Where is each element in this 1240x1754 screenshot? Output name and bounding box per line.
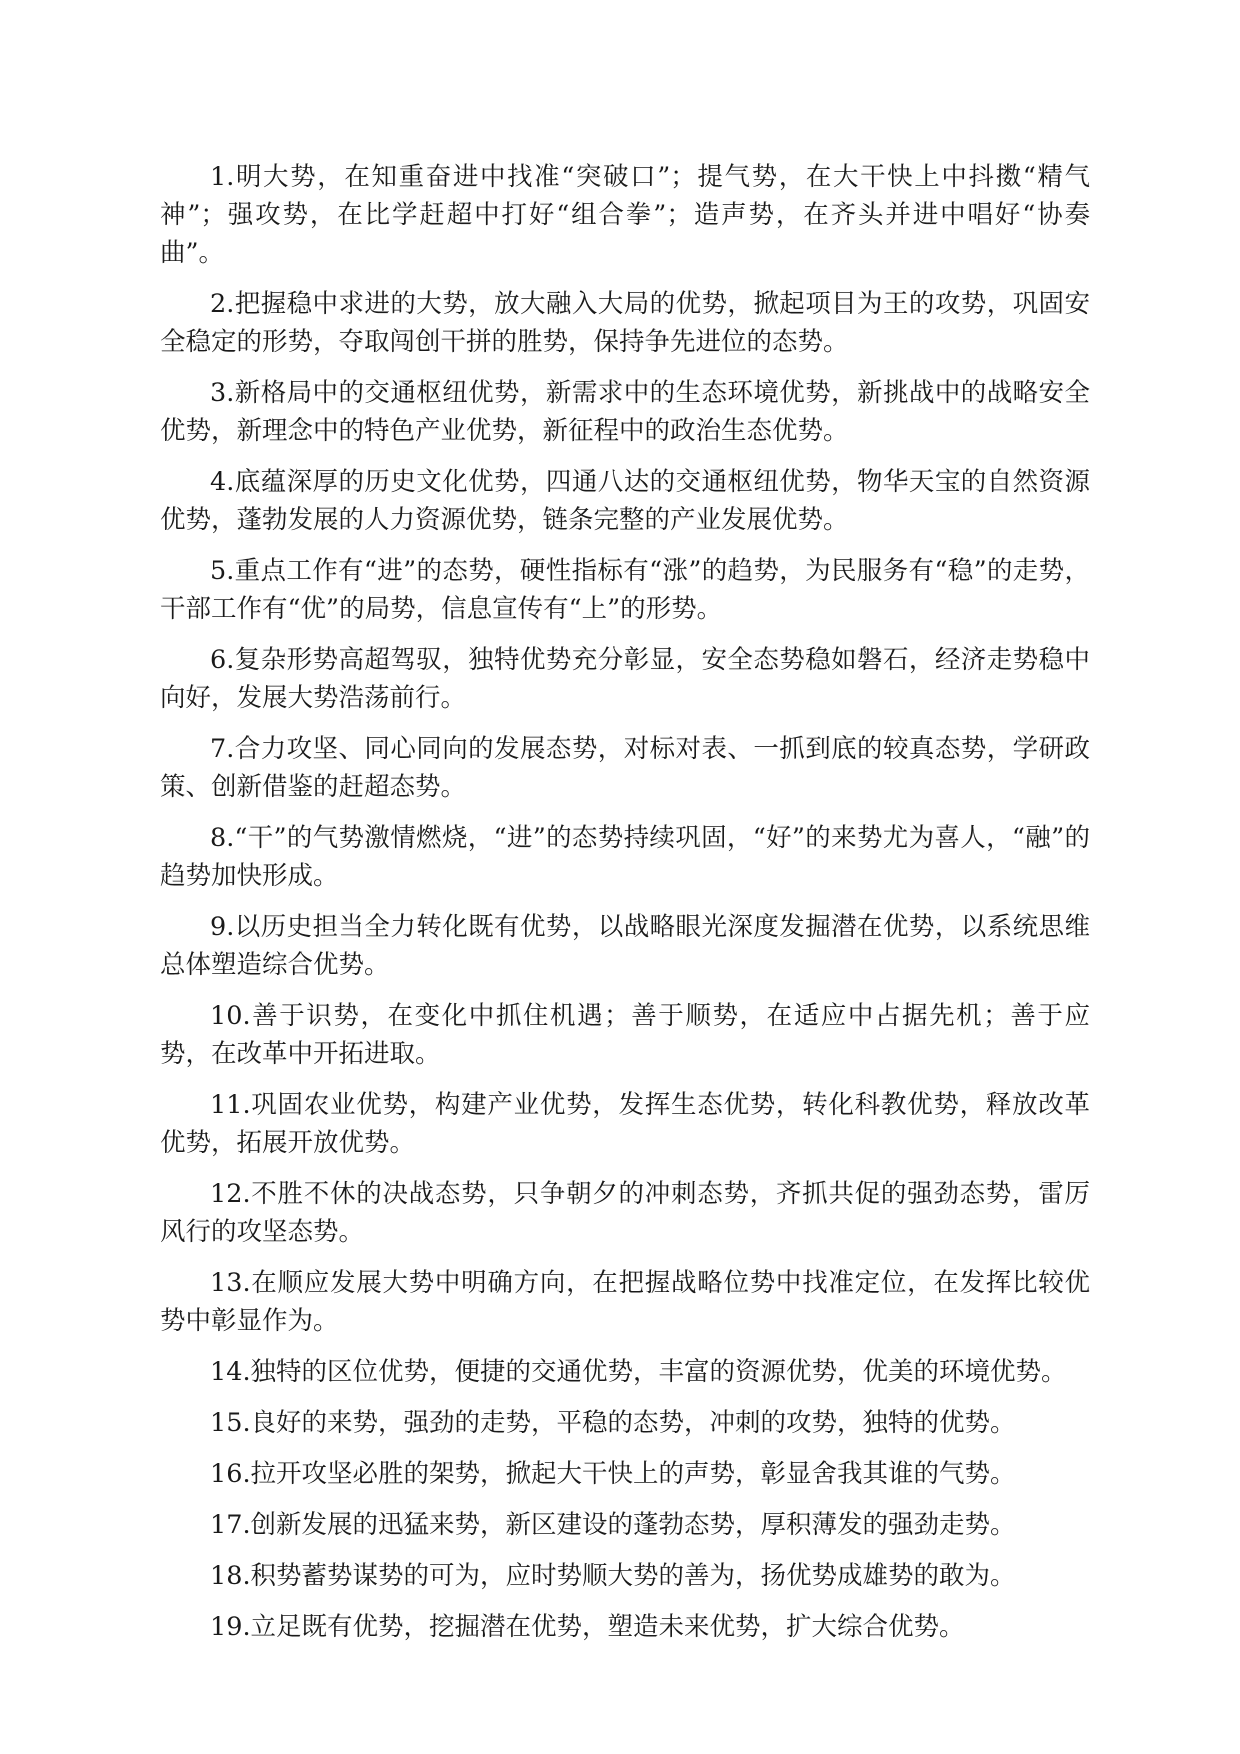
list-item: 15.良好的来势，强劲的走势，平稳的态势，冲刺的攻势，独特的优势。 <box>210 1408 1016 1438</box>
list-item: 17.创新发展的迅猛来势，新区建设的蓬勃态势，厚积薄发的强劲走势。 <box>210 1510 1016 1540</box>
list-item: 8.“干”的气势激情燃烧，“进”的态势持续巩固，“好”的来势尤为喜人，“融”的趋势加快形成。 <box>160 823 1090 891</box>
list-item: 16.拉开攻坚必胜的架势，掀起大干快上的声势，彰显舍我其谁的气势。 <box>210 1459 1016 1489</box>
list-item: 10.善于识势，在变化中抓住机遇；善于顺势，在适应中占据先机；善于应势，在改革中开拓进取。 <box>160 1001 1090 1069</box>
list-item: 14.独特的区位优势，便捷的交通优势，丰富的资源优势，优美的环境优势。 <box>210 1357 1067 1387</box>
list-item: 5.重点工作有“进”的态势，硬性指标有“涨”的趋势，为民服务有“稳”的走势，干部工作有“优”的局势，信息宣传有“上”的形势。 <box>160 556 1090 624</box>
document-body <box>160 158 1090 1659</box>
list-item: 18.积势蓄势谋势的可为，应时势顺大势的善为，扬优势成雄势的敢为。 <box>210 1561 1016 1591</box>
list-item: 13.在顺应发展大势中明确方向，在把握战略位势中找准定位，在发挥比较优势中彰显作为。 <box>160 1268 1090 1336</box>
list-item: 4.底蕴深厚的历史文化优势，四通八达的交通枢纽优势，物华天宝的自然资源优势，蓬勃发展的人力资源优势，链条完整的产业发展优势。 <box>160 467 1090 535</box>
list-item: 7.合力攻坚、同心同向的发展态势，对标对表、一抓到底的较真态势，学研政策、创新借鉴的赶超态势。 <box>160 734 1090 802</box>
list-item: 11.巩固农业优势，构建产业优势，发挥生态优势，转化科教优势，释放改革优势，拓展开放优势。 <box>160 1090 1090 1158</box>
list-item: 12.不胜不休的决战态势，只争朝夕的冲刺态势，齐抓共促的强劲态势，雷厉风行的攻坚态势。 <box>160 1179 1090 1247</box>
list-item: 6.复杂形势高超驾驭，独特优势充分彰显，安全态势稳如磐石，经济走势稳中向好，发展大势浩荡前行。 <box>160 645 1090 713</box>
list-item: 3.新格局中的交通枢纽优势，新需求中的生态环境优势，新挑战中的战略安全优势，新理念中的特色产业优势，新征程中的政治生态优势。 <box>160 378 1090 446</box>
list-item: 19.立足既有优势，挖掘潜在优势，塑造未来优势，扩大综合优势。 <box>210 1612 965 1642</box>
list-item: 2.把握稳中求进的大势，放大融入大局的优势，掀起项目为王的攻势，巩固安全稳定的形势，夺取闯创干拼的胜势，保持争先进位的态势。 <box>160 289 1090 357</box>
list-item: 9.以历史担当全力转化既有优势，以战略眼光深度发掘潜在优势，以系统思维总体塑造综合优势。 <box>160 912 1090 980</box>
list-item: 1.明大势，在知重奋进中找准“突破口”；提气势，在大干快上中抖擞“精气神”；强攻势，在比学赶超中打好“组合拳”；造声势，在齐头并进中唱好“协奏曲”。 <box>160 162 1090 268</box>
